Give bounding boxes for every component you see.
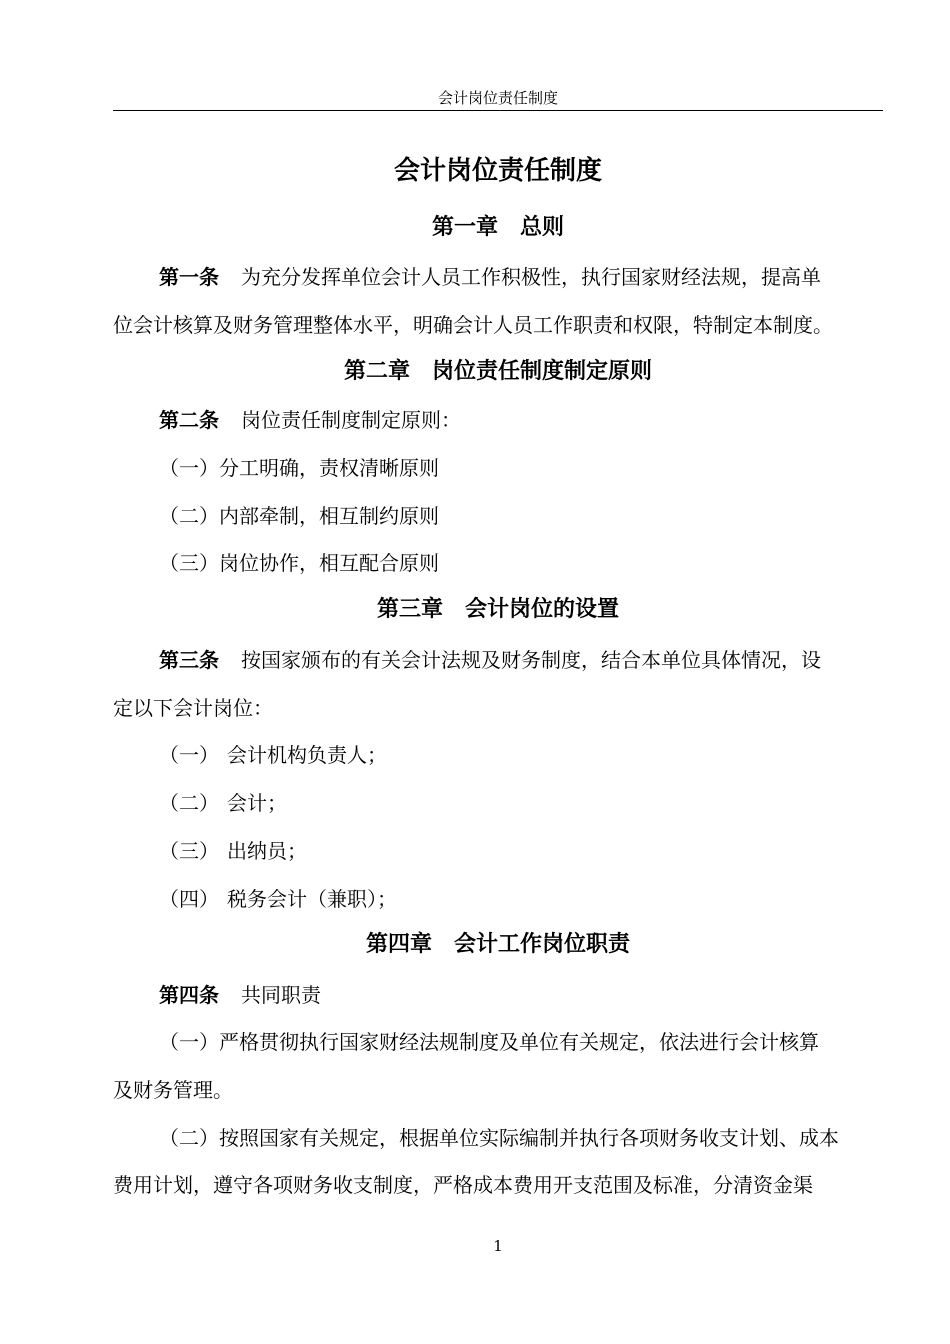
article-1-text-1: 为充分发挥单位会计人员工作积极性，执行国家财经法规，提高单	[241, 265, 821, 289]
article-1-label: 第一条	[159, 265, 219, 289]
article-2-item-1: （一）分工明确，责权清晰原则	[159, 456, 439, 480]
item-2-text: 会计；	[227, 791, 287, 815]
article-2-item-2: （二）内部牵制，相互制约原则	[159, 504, 439, 528]
article-2-label: 第二条	[159, 408, 219, 432]
article-2-item-3: （三）岗位协作，相互配合原则	[159, 551, 439, 575]
chapter-2-heading: 第二章 岗位责任制度制定原则	[343, 359, 652, 384]
item-4-number: （四）	[159, 887, 219, 911]
article-4-para-1-line-2: 及财务管理。	[113, 1078, 233, 1102]
article-3-line-2: 定以下会计岗位：	[113, 696, 273, 720]
article-3-item-4	[113, 885, 883, 913]
item-1-text: 会计机构负责人；	[227, 743, 387, 767]
article-4-para-2-line-1: （二）按照国家有关规定，根据单位实际编制并执行各项财务收支计划、成本	[159, 1126, 839, 1150]
item-3-text: 出纳员；	[227, 839, 307, 863]
article-3-item-3	[113, 837, 883, 865]
article-3-item-1	[113, 741, 883, 769]
article-3-item-2	[113, 789, 883, 817]
article-3-line-1	[113, 646, 883, 674]
page-number: 1	[493, 1237, 503, 1255]
article-2-text-1: 岗位责任制度制定原则：	[241, 408, 461, 432]
chapter-4-heading: 第四章 会计工作岗位职责	[365, 932, 630, 957]
chapter-3-heading: 第三章 会计岗位的设置	[376, 597, 619, 622]
article-4-label: 第四条	[159, 983, 219, 1007]
item-4-text: 税务会计（兼职）；	[227, 887, 397, 911]
item-2-number: （二）	[159, 791, 219, 815]
article-4-line-1	[113, 981, 883, 1009]
article-3-text-1: 按国家颁布的有关会计法规及财务制度，结合本单位具体情况，设	[241, 648, 821, 672]
article-1-line-1	[113, 263, 883, 291]
item-1-number: （一）	[159, 743, 219, 767]
document-title: 会计岗位责任制度	[393, 156, 602, 186]
article-4-para-2-line-2: 费用计划，遵守各项财务收支制度，严格成本费用开支范围及标准，分清资金渠	[113, 1173, 813, 1197]
header-rule	[113, 110, 883, 111]
article-3-label: 第三条	[159, 648, 219, 672]
item-3-number: （三）	[159, 839, 219, 863]
running-header: 会计岗位责任制度	[437, 89, 558, 107]
article-1-line-2: 位会计核算及财务管理整体水平，明确会计人员工作职责和权限，特制定本制度。	[113, 313, 833, 337]
article-4-para-1-line-1: （一）严格贯彻执行国家财经法规制度及单位有关规定，依法进行会计核算	[159, 1030, 819, 1054]
article-4-text-1: 共同职责	[241, 983, 321, 1007]
article-2-line-1	[113, 406, 883, 434]
chapter-1-heading: 第一章 总则	[431, 215, 564, 240]
